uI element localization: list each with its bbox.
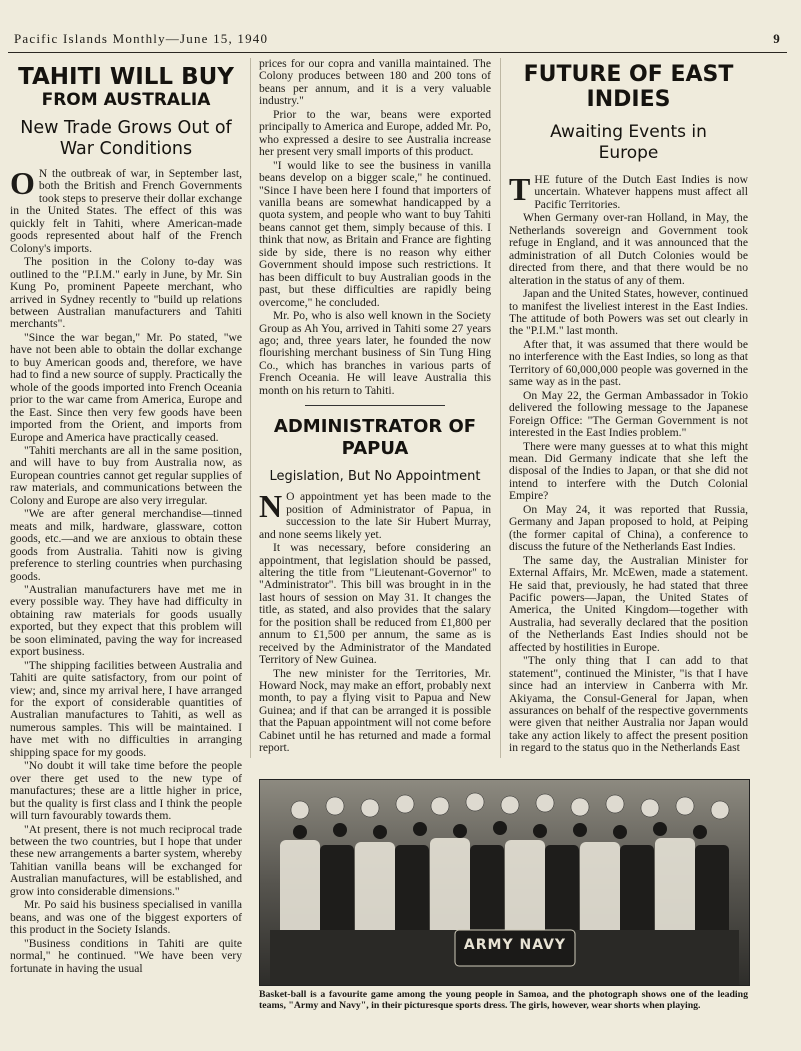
article-3-para: Japan and the United States, however, continued to manifest the liveliest interest in the East Indies. The attitude of both Powers was set out clearly in the "P.I.M." last month. bbox=[509, 287, 748, 338]
article-1-headline-line2: FROM AUSTRALIA bbox=[41, 90, 211, 110]
column-3 bbox=[509, 58, 748, 756]
article-1-continued-para: Prior to the war, beans were exported principally to America and Europe, added Mr. Po, who expressed a desire to see Australia increase her present very small imports of this product. bbox=[259, 107, 491, 159]
drop-cap: O bbox=[10, 165, 35, 201]
article-1-para: "Since the war began," Mr. Po stated, "we have not been able to obtain the dollar exchange to buy American goods and, therefore, we have had to find a new source of supply. Practically the whole of the goods imported into French Oceania prior to the war came from America, Europe and the East. Since then very few goods have been imported from the Orient, and imports from Europe and America have practically ceased. bbox=[10, 330, 242, 444]
article-3-subhead: Awaiting Events in Europe bbox=[550, 122, 707, 163]
article-1-para: "At present, there is not much reciprocal trade between the two countries, but I hope that under these new arrangements a barter system, whereby Tahitian vanilla beans will be exchanged for Australian manufactures, will be established, and grow into considerable dimensions." bbox=[10, 822, 242, 898]
article-3-para: "The only thing that I can add to that statement", continued the Minister, "is that I have since had an interview in Canberra with Mr. Akiyama, the Consul-General for Japan, when assurances on behalf of the respective governments were given that neither Australia nor Japan would take any action likely to affect the present position in regard to the status quo in the Netherlands East bbox=[509, 654, 748, 755]
column-1 bbox=[10, 58, 242, 976]
article-1-headline: TAHITI WILL BUY bbox=[18, 64, 234, 90]
article-1-continued-para: "I would like to see the business in vanilla beans develop on a bigger scale," he continued. "Since I have been here I found that importers of vanilla beans are somewhat handicapped by a quota system, and people who want to buy Tahiti beans cannot get them, simply because of this. I think that now, as Britain and France are fighting side by side, there is no reason why either Government should impose such restrictions. It has been difficult to buy Australian goods in the past, but these difficulties are rapidly being overcome," he concluded. bbox=[259, 158, 491, 309]
header-rule bbox=[8, 52, 787, 53]
article-3-para: On May 22, the German Ambassador in Tokio delivered the following message to the Japanese Foreign Office: "The German Government is not interested in the East Indies problem." bbox=[509, 388, 748, 440]
article-1-continued-para: prices for our copra and vanilla maintained. The Colony produces between 180 and 200 tons of beans per annum, and it is a very valuable industry." bbox=[259, 57, 491, 108]
article-divider bbox=[305, 405, 444, 406]
article-1-para: "Tahiti merchants are all in the same position, and will have to buy from Australia now, as European countries cannot get regular supplies of raw materials, and communications between the Colony and Europe are also very irregular. bbox=[10, 443, 242, 507]
article-3-para: The same day, the Australian Minister for External Affairs, Mr. McEwen, made a statement. He said that, previously, he had stated that three Pacific powers—Japan, the United States of America, the United Kingdom—together with Australia, had severally declared that the position of the Netherlands East Indies should not be affected by hostilities in Europe. bbox=[509, 553, 748, 654]
photo-caption: Basket-ball is a favourite game among the young people in Samoa, and the photograph shows one of the leading teams, "Army and Navy", in their picturesque sports dress. The girls, however, wear shorts when playing. bbox=[259, 989, 748, 1011]
article-1-para: "No doubt it will take time before the people over there get used to the new type of manufactures; these are a little higher in price, but the quality is first class and I think the people will turn favourably towards them. bbox=[10, 759, 242, 823]
publication-title: Pacific Islands Monthly—June 15, 1940 bbox=[14, 31, 269, 46]
photo-illustration bbox=[260, 780, 749, 985]
article-1-continued-para: Mr. Po, who is also well known in the Society Group as Ah You, arrived in Tahiti some 27 years ago; and, three years later, he founded the now flourishing merchant business of Sin Tung Hing Co., which has branches in various parts of French Oceania. He will leave Australia this month on his return to Tahiti. bbox=[259, 309, 491, 397]
photo-banner-text: ARMY NAVY bbox=[463, 937, 567, 953]
column-rule bbox=[500, 58, 501, 758]
article-1-subhead: New Trade Grows Out of War Conditions bbox=[20, 118, 232, 159]
article-1-para: "We are after general merchandise—tinned meats and milk, hardware, glassware, cotton goods, etc.—and we are anxious to obtain these goods from Australia. Tahiti now is giving preference to sterling countries when purchasing goods. bbox=[10, 507, 242, 583]
article-1-para: "Business conditions in Tahiti are quite normal," he continued. "We have been very fortunate in having the usual bbox=[10, 936, 242, 975]
article-1-para: O N the outbreak of war, in September last, both the British and French Governments took steps to preserve their dollar exchange in the United States. The effect of this was quickly felt in Tahiti, where American-made goods represented about half of the French Colony's imports. bbox=[10, 165, 242, 255]
column-rule bbox=[250, 58, 251, 758]
article-3-para: On May 24, it was reported that Russia, Germany and Japan proposed to hold, at Peiping (the former capital of China), a conference to discuss the future of the Netherlands East Indies. bbox=[509, 502, 748, 554]
article-2-para: It was necessary, before considering an appointment, that legislation should be passed, altering the title from "Lieutenant-Governor" to "Administrator". This bill was brought in in the last hours of session on May 31. It changes the title, as stated, and also provides that the salary for the position shall be reduced from £1,800 per annum to £1,500 per annum, the same as is received by the Administrator of the Mandated Territory of New Guinea. bbox=[259, 541, 491, 667]
article-3-para: After that, it was assumed that there would be no interference with the East Indies, so long as that Territory of 60,000,000 people was governed in the same way as in the past. bbox=[509, 337, 748, 389]
article-1-para: "The shipping facilities between Australia and Tahiti are quite satisfactory, from our point of view; and, since my arrival here, I have arranged for the export of considerable quantities of Australian manufactures to Tahiti, as well as numerous samples. This will be maintained. I have met with no difficulties in arranging shipping space for my goods. bbox=[10, 658, 242, 759]
article-1-para: Mr. Po said his business specialised in vanilla beans, and was one of the biggest exporters of this product in the Society Islands. bbox=[10, 898, 242, 937]
running-header bbox=[14, 31, 781, 51]
article-3-para: THE future of the Dutch East Indies is now uncertain. Whatever happens must affect all Pacific Territories. bbox=[509, 171, 748, 211]
page-number: 9 bbox=[773, 31, 781, 46]
article-2-subhead: Legislation, But No Appointment bbox=[269, 469, 481, 485]
article-2-headline: ADMINISTRATOR OF PAPUA bbox=[273, 416, 477, 460]
drop-cap: T bbox=[509, 171, 531, 207]
drop-cap: N bbox=[259, 488, 283, 525]
article-2-para: N O appointment yet has been made to the position of Administrator of Papua, in succession to the late Sir Hubert Murray, and none seems likely yet. bbox=[259, 488, 491, 541]
column-2 bbox=[259, 58, 491, 756]
article-3-headline: FUTURE OF EAST INDIES bbox=[523, 62, 734, 112]
article-2-para: The new minister for the Territories, Mr. Howard Nock, may make an effort, probably next month, to pay a flying visit to Papua and New Guinea; and if that can be arranged it is possible that the Papuan appointment will not come before Cabinet until he has returned and made a formal report. bbox=[259, 666, 491, 755]
article-1-para: "Australian manufacturers have met me in every possible way. They have had difficulty in obtaining raw materials for goods usually exported, but they expect that this problem will be soon eliminated, paving the way for increased export business. bbox=[10, 582, 242, 659]
article-3-para: When Germany over-ran Holland, in May, the Netherlands sovereign and Government took refuge in England, and it was announced that the administration of all Dutch Colonies would be directed from there, and that there would be no alteration in the status of any of them. bbox=[509, 211, 748, 287]
article-3-para: There were many guesses at to what this might mean. Did Germany indicate that she left the disposal of the Indies to Japan, or that she did not intend to interfere with the Dutch Colonial Empire? bbox=[509, 439, 748, 503]
team-photograph bbox=[259, 779, 750, 986]
article-1-para: The position in the Colony to-day was outlined to the "P.I.M." early in June, by Mr. Sin Kung Po, prominent Papeete merchant, who arrived in Sydney recently to "build up relations between Australian manufacturers and Tahiti merchants". bbox=[10, 255, 242, 331]
